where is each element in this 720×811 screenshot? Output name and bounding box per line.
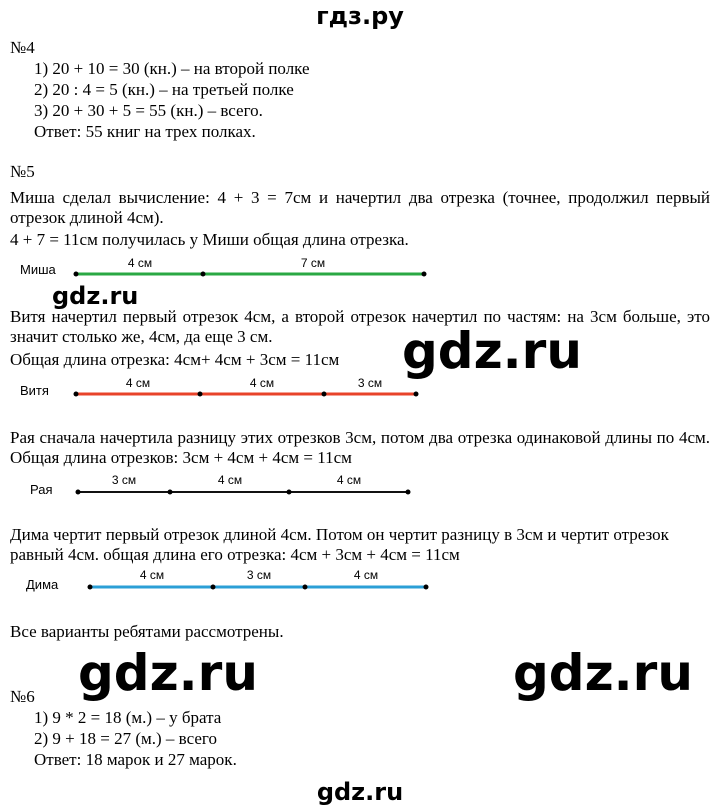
misha-tick-mid	[201, 272, 206, 277]
vitya-segment-diagram	[60, 372, 430, 406]
vitya-description: Витя начертил первый отрезок 4см, а второй отрезок начертил по частям: на 3см больше, это значит столько же, 4см, да еще 3 см.	[10, 307, 710, 346]
misha-tick-end	[422, 272, 427, 277]
site-header-logo: гдз.ру	[316, 2, 404, 30]
dima-label: Дима	[26, 577, 59, 592]
dima-tick-4	[424, 585, 429, 590]
watermark-large-right: gdz.ru	[513, 644, 693, 702]
task4-number: №4	[10, 38, 35, 57]
task5-number: №5	[10, 162, 35, 181]
watermark-footer: gdz.ru	[316, 778, 404, 806]
dima-tick-2	[211, 585, 216, 590]
task5-conclusion: Все варианты ребятами рассмотрены.	[10, 622, 284, 641]
misha-segment-diagram	[60, 252, 440, 286]
task6-line-2: 2) 9 + 18 = 27 (м.) – всего	[34, 729, 217, 748]
raya-description: Рая сначала начертила разницу этих отрезков 3см, потом два отрезка одинаковой длины по 4см. Общая длина отрезков: 3см + 4см + 4см = 11см	[10, 428, 710, 467]
misha-tick-start	[74, 272, 79, 277]
raya-segment-label-3: 4 см	[336, 473, 362, 487]
vitya-total: Общая длина отрезка: 4см+ 4см + 3см = 11см	[10, 350, 340, 369]
task6-line-1: 1) 9 * 2 = 18 (м.) – у брата	[34, 708, 222, 727]
misha-label: Миша	[20, 262, 56, 277]
dima-segment-label-1: 4 см	[139, 568, 165, 582]
task4-answer: Ответ: 55 книг на трех полках.	[34, 122, 256, 141]
raya-tick-3	[287, 490, 292, 495]
watermark-small: gdz.ru	[52, 282, 139, 310]
task6-answer: Ответ: 18 марок и 27 марок.	[34, 750, 237, 769]
misha-total: 4 + 7 = 11см получилась у Миши общая длина отрезка.	[10, 230, 409, 249]
vitya-label: Витя	[20, 383, 49, 398]
dima-segment-label-3: 4 см	[353, 568, 379, 582]
raya-label: Рая	[30, 482, 53, 497]
raya-tick-1	[76, 490, 81, 495]
vitya-tick-4	[414, 392, 419, 397]
raya-segment-label-2: 4 см	[217, 473, 243, 487]
dima-description: Дима чертит первый отрезок длиной 4см. Потом он чертит разницу в 3см и чертит отрезок равный 4см. общая длина его отрезка: 4см + 3см + 4см = 11см	[10, 525, 669, 564]
task4-line-3: 3) 20 + 30 + 5 = 55 (кн.) – всего.	[34, 101, 263, 120]
watermark-large-middle: gdz.ru	[402, 322, 582, 380]
task4-line-1: 1) 20 + 10 = 30 (кн.) – на второй полке	[34, 59, 310, 78]
raya-tick-4	[406, 490, 411, 495]
misha-segment-label-2: 7 см	[300, 256, 326, 270]
dima-tick-3	[303, 585, 308, 590]
vitya-tick-3	[322, 392, 327, 397]
raya-segment-label-1: 3 см	[111, 473, 137, 487]
raya-tick-2	[168, 490, 173, 495]
dima-segment-diagram	[74, 565, 444, 599]
vitya-segment-label-2: 4 см	[249, 376, 275, 390]
watermark-large-left: gdz.ru	[78, 644, 258, 702]
dima-segment-label-2: 3 см	[246, 568, 272, 582]
misha-segment-label-1: 4 см	[127, 256, 153, 270]
vitya-tick-2	[198, 392, 203, 397]
raya-segment-diagram	[62, 470, 422, 504]
task4-line-2: 2) 20 : 4 = 5 (кн.) – на третьей полке	[34, 80, 294, 99]
dima-tick-1	[88, 585, 93, 590]
vitya-segment-label-3: 3 см	[357, 376, 383, 390]
task6-number: №6	[10, 687, 35, 706]
vitya-segment-label-1: 4 см	[125, 376, 151, 390]
vitya-tick-1	[74, 392, 79, 397]
misha-description: Миша сделал вычисление: 4 + 3 = 7см и начертил два отрезка (точнее, продолжил первый отрезок длиной 4см).	[10, 188, 710, 227]
